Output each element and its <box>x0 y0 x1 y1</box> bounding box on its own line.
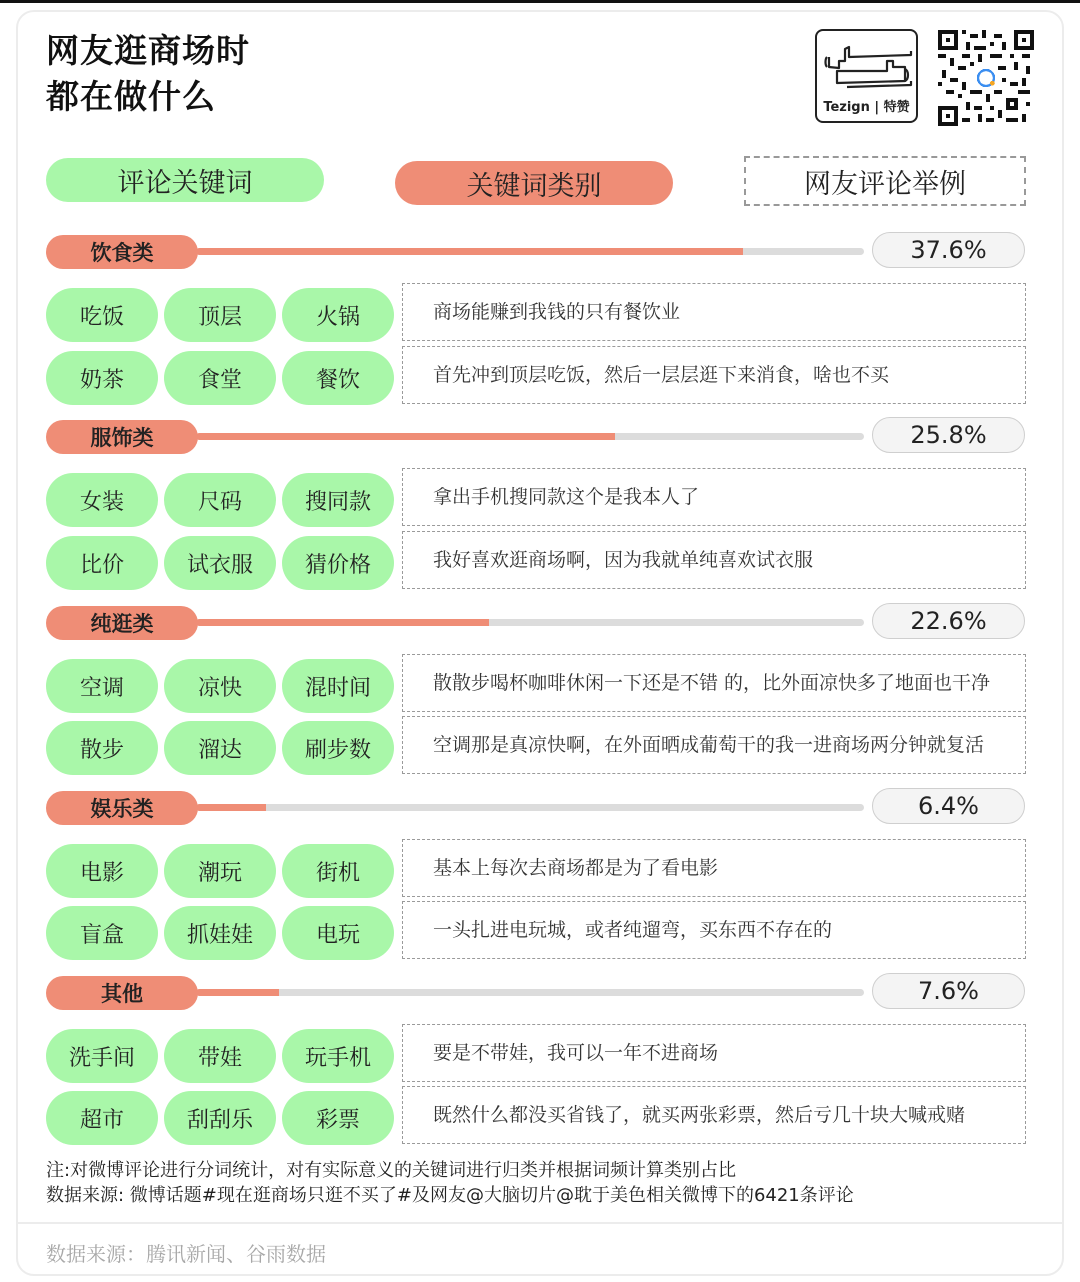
keyword-tag: 混时间 <box>282 659 394 713</box>
keyword-tag: 带娃 <box>164 1029 276 1083</box>
category-row-entertainment <box>46 791 1026 825</box>
keyword-tag: 街机 <box>282 844 394 898</box>
keyword-tag: 食堂 <box>164 351 276 405</box>
bar-fill <box>196 433 615 440</box>
keyword-row <box>46 721 1026 775</box>
bar-track <box>196 248 864 255</box>
keyword-tag: 彩票 <box>282 1091 394 1145</box>
percent-badge: 37.6% <box>872 232 1025 268</box>
keyword-row <box>46 659 1026 713</box>
category-label: 饮食类 <box>46 235 198 269</box>
keyword-row <box>46 351 1026 405</box>
keyword-tag: 超市 <box>46 1091 158 1145</box>
keyword-tag: 搜同款 <box>282 473 394 527</box>
tezign-logo <box>815 29 918 123</box>
keyword-tag: 顶层 <box>164 288 276 342</box>
keyword-tag: 抓娃娃 <box>164 906 276 960</box>
category-label: 纯逛类 <box>46 606 198 640</box>
comment-example: 商场能赚到我钱的只有餐饮业 <box>402 283 1026 341</box>
footer-divider <box>16 1222 1064 1224</box>
category-row-clothing <box>46 420 1026 454</box>
keyword-tag: 比价 <box>46 536 158 590</box>
note-line-1: 注:对微博评论进行分词统计，对有实际意义的关键词进行归类并根据词频计算类别占比 <box>46 1160 737 1181</box>
keyword-tag: 散步 <box>46 721 158 775</box>
keyword-tag: 洗手间 <box>46 1029 158 1083</box>
comment-example: 空调那是真凉快啊，在外面晒成葡萄干的我一进商场两分钟就复活 <box>402 716 1026 774</box>
keyword-tag: 潮玩 <box>164 844 276 898</box>
keyword-tag: 电玩 <box>282 906 394 960</box>
note-line-2: 数据来源: 微博话题#现在逛商场只逛不买了#及网友@大脑切片@耽于美色相关微博下的6421条评论 <box>46 1185 854 1206</box>
keyword-tag: 试衣服 <box>164 536 276 590</box>
data-source: 数据来源：腾讯新闻、谷雨数据 <box>46 1242 326 1266</box>
comment-example: 既然什么都没买省钱了，就买两张彩票，然后亏几十块大喊戒赌 <box>402 1086 1026 1144</box>
keyword-tag: 电影 <box>46 844 158 898</box>
category-row-food <box>46 235 1026 269</box>
keyword-tag: 空调 <box>46 659 158 713</box>
keyword-tag: 盲盒 <box>46 906 158 960</box>
keyword-tag: 玩手机 <box>282 1029 394 1083</box>
keyword-tag: 餐饮 <box>282 351 394 405</box>
keyword-tag: 刮刮乐 <box>164 1091 276 1145</box>
methodology-note <box>46 1158 854 1208</box>
percent-badge: 7.6% <box>872 973 1025 1009</box>
title-line-1: 网友逛商场时 <box>46 31 250 70</box>
thumbs-up-icon <box>823 35 913 97</box>
comment-example: 拿出手机搜同款这个是我本人了 <box>402 468 1026 526</box>
keyword-tag: 吃饭 <box>46 288 158 342</box>
category-label: 服饰类 <box>46 420 198 454</box>
keyword-tag: 溜达 <box>164 721 276 775</box>
bar-fill <box>196 248 743 255</box>
keyword-row <box>46 473 1026 527</box>
keyword-tag: 奶茶 <box>46 351 158 405</box>
category-label: 其他 <box>46 976 198 1010</box>
header-category: 关键词类别 <box>395 161 673 205</box>
keyword-tag: 女装 <box>46 473 158 527</box>
percent-badge: 22.6% <box>872 603 1025 639</box>
header-examples: 网友评论举例 <box>744 156 1026 206</box>
keyword-row <box>46 844 1026 898</box>
keyword-tag: 刷步数 <box>282 721 394 775</box>
keyword-tag: 凉快 <box>164 659 276 713</box>
comment-example: 基本上每次去商场都是为了看电影 <box>402 839 1026 897</box>
keyword-row <box>46 1091 1026 1145</box>
percent-badge: 25.8% <box>872 417 1025 453</box>
keyword-tag: 火锅 <box>282 288 394 342</box>
comment-example: 首先冲到顶层吃饭，然后一层层逛下来消食，啥也不买 <box>402 346 1026 404</box>
percent-badge: 6.4% <box>872 788 1025 824</box>
comment-example: 散散步喝杯咖啡休闲一下还是不错 的，比外面凉快多了地面也干净 <box>402 654 1026 712</box>
bar-fill <box>196 989 279 996</box>
keyword-row <box>46 1029 1026 1083</box>
keyword-tag: 尺码 <box>164 473 276 527</box>
qr-code[interactable] <box>938 30 1034 126</box>
category-label: 娱乐类 <box>46 791 198 825</box>
category-row-browsing <box>46 606 1026 640</box>
bar-fill <box>196 804 266 811</box>
title-line-2: 都在做什么 <box>46 77 216 116</box>
keyword-row <box>46 288 1026 342</box>
header-keywords: 评论关键词 <box>46 158 324 202</box>
keyword-tag: 猜价格 <box>282 536 394 590</box>
page-title <box>46 28 250 120</box>
keyword-row <box>46 536 1026 590</box>
bar-track <box>196 433 864 440</box>
comment-example: 一头扎进电玩城，或者纯遛弯，买东西不存在的 <box>402 901 1026 959</box>
bar-track <box>196 989 864 996</box>
logo-text: Tezign | 特赞 <box>823 100 910 115</box>
top-border <box>0 0 1080 3</box>
category-row-other <box>46 976 1026 1010</box>
bar-track <box>196 619 864 626</box>
bar-fill <box>196 619 489 626</box>
keyword-row <box>46 906 1026 960</box>
comment-example: 要是不带娃，我可以一年不进商场 <box>402 1024 1026 1082</box>
comment-example: 我好喜欢逛商场啊，因为我就单纯喜欢试衣服 <box>402 531 1026 589</box>
bar-track <box>196 804 864 811</box>
